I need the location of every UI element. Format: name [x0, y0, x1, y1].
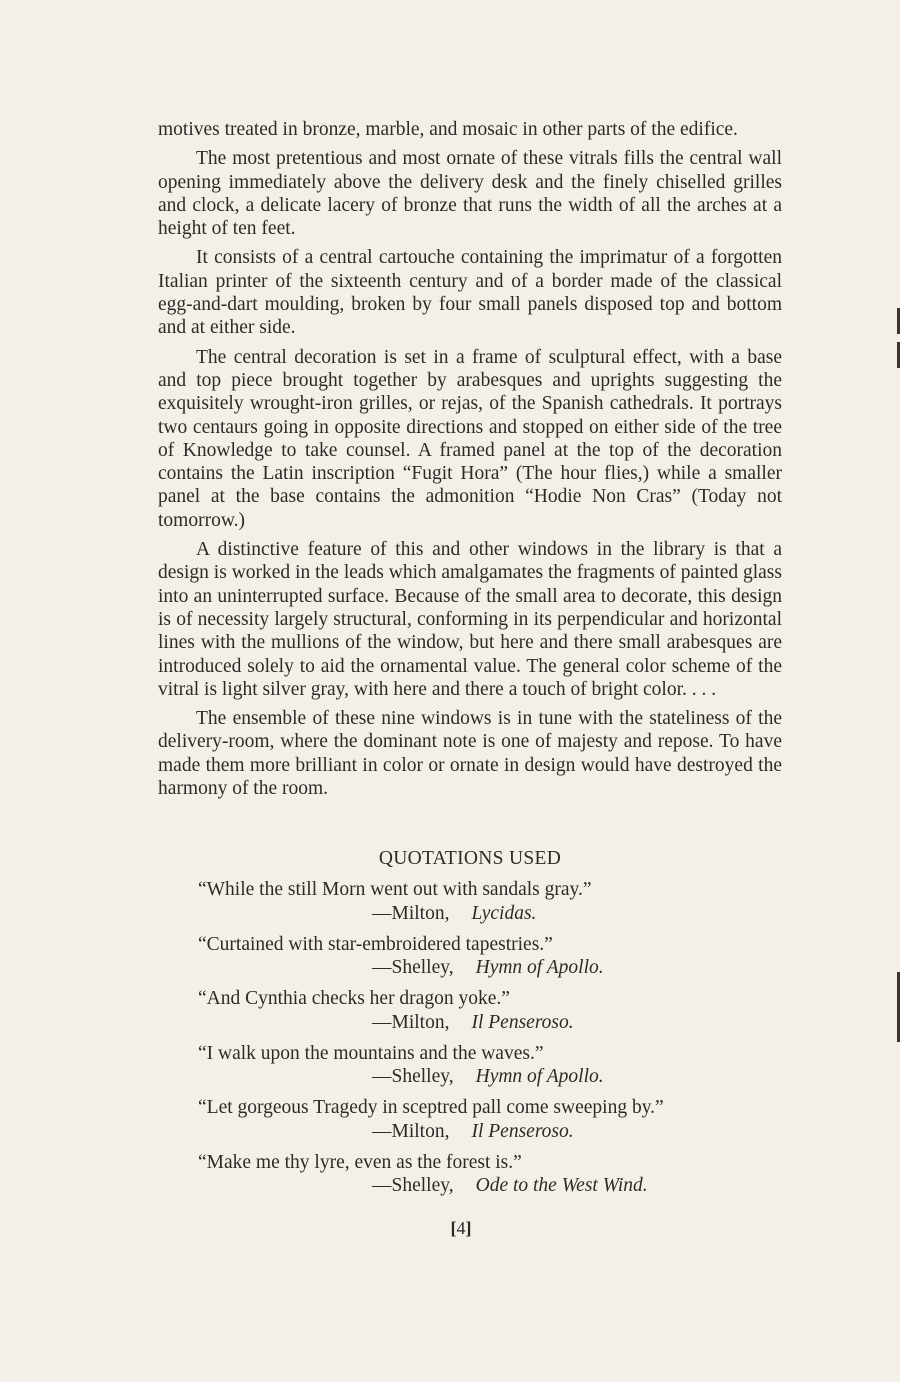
- paragraph-6: The ensemble of these nine windows is in tune with the stateliness of the delivery-room, where the dominant note is one of majesty and repose. To have made them more brilliant in color or ornate in design would have destroyed the harmony of the room.: [158, 708, 782, 800]
- paragraph-4: The central decoration is set in a frame of sculptural effect, with a base and top piece brought together by arabesques and uprights suggesting the exquisitely wrought-iron grilles, or rejas, of the Spanish cathedrals. It portrays two centaurs going in opposite directions and stopped on either side of the tree of Knowledge to take counsel. A framed panel at the top of the decoration contains the Latin inscription “Fugit Hora” (The hour flies,) while a smaller panel at the base contains the admonition “Hodie Non Cras” (Today not tomorrow.): [158, 346, 782, 531]
- paragraph-1: motives treated in bronze, marble, and mosaic in other parts of the edifice.: [158, 119, 738, 140]
- quotation-work: Hymn of Apollo.: [475, 957, 604, 978]
- quotation-attribution: [198, 1011, 778, 1035]
- quotation-author: —Milton,: [372, 1120, 450, 1142]
- quotation-author: —Shelley,: [372, 1175, 454, 1196]
- quotation-text: “I walk upon the mountains and the waves.”: [198, 1042, 544, 1064]
- quotation-6: [198, 1151, 778, 1198]
- quotation-attribution: [198, 956, 778, 980]
- quotation-author: —Milton,: [372, 1011, 450, 1033]
- quotation-author: —Shelley,: [372, 1066, 454, 1087]
- quotation-attribution: [198, 1174, 778, 1198]
- body-text: [158, 118, 782, 806]
- quotation-attribution: [198, 1065, 778, 1089]
- quotation-text: “While the still Morn went out with sandals gray.”: [198, 879, 592, 900]
- quotation-4: [198, 1042, 778, 1089]
- quotation-author: —Shelley,: [372, 957, 454, 978]
- quotation-work: Lycidas.: [471, 902, 537, 924]
- page-number: [0, 1218, 900, 1239]
- quotation-work: Il Penseroso.: [471, 1120, 574, 1142]
- page-number-value: 4: [456, 1218, 466, 1238]
- quotation-text: “Make me thy lyre, even as the forest is.”: [198, 1151, 522, 1173]
- quotation-1: [198, 878, 778, 925]
- quotation-work: Ode to the West Wind.: [475, 1175, 648, 1196]
- paragraph-2: The most pretentious and most ornate of these vitrals fills the central wall opening immediately above the delivery desk and the finely chiselled grilles and clock, a delicate lacery of bronze that runs the width of all the arches at a height of ten feet.: [158, 148, 782, 240]
- quotation-text: “Let gorgeous Tragedy in sceptred pall come sweeping by.”: [198, 1097, 664, 1118]
- quotation-list: [198, 878, 778, 1205]
- page-number-right-bracket: ]: [465, 1218, 472, 1238]
- quotation-work: Hymn of Apollo.: [475, 1066, 604, 1087]
- quotation-5: [198, 1096, 778, 1143]
- quotation-work: Il Penseroso.: [471, 1011, 574, 1033]
- quotations-heading: QUOTATIONS USED: [378, 848, 562, 869]
- quotation-text: “And Cynthia checks her dragon yoke.”: [198, 988, 510, 1009]
- page-number-left-bracket: [: [450, 1218, 457, 1238]
- quotation-text: “Curtained with star-embroidered tapestries.”: [198, 933, 553, 955]
- quotation-attribution: [198, 1120, 778, 1144]
- paragraph-3: It consists of a central cartouche containing the imprimatur of a forgotten Italian printer of the sixteenth century and of a border made of the classical egg-and-dart moulding, broken by four small panels disposed top and bottom and at either side.: [158, 247, 782, 339]
- quotation-3: [198, 987, 778, 1034]
- quotation-attribution: [198, 902, 778, 926]
- quotation-2: [198, 933, 778, 980]
- quotation-author: —Milton,: [372, 902, 450, 924]
- paragraph-5: A distinctive feature of this and other windows in the library is that a design is worked in the leads which amalgamates the fragments of painted glass into an uninterrupted surface. Because of the small area to decorate, this design is of necessity largely structural, conforming in its perpendicular and horizontal lines with the mullions of the window, but here and there small arabesques are introduced solely to aid the ornamental value. The general color scheme of the vitral is light silver gray, with here and there a touch of bright color. . . .: [158, 539, 782, 700]
